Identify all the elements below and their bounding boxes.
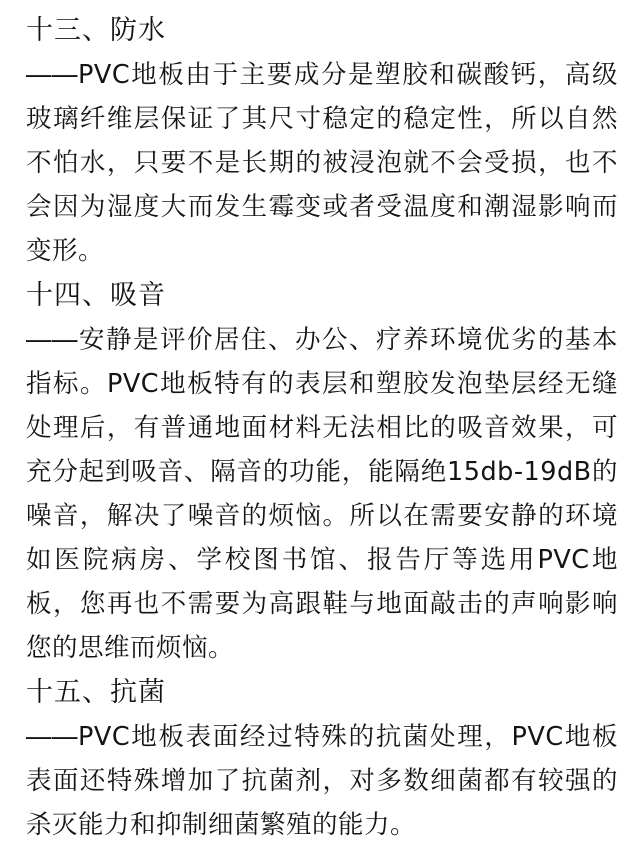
- section-block-sound-absorption: [26, 273, 618, 670]
- section-heading-sound-absorption: 十四、吸音: [26, 280, 166, 311]
- section-paragraph-sound-absorption: ――安静是评价居住、办公、疗养环境优劣的基本指标。PVC地板特有的表层和塑胶发泡垫层经无缝处理后，有普通地面材料无法相比的吸音效果，可充分起到吸音、隔音的功能，能隔绝15db-19dB的噪音，解决了噪音的烦恼。所以在需要安静的环境如医院病房、学校图书馆、报告厅等选用PVC地板，您再也不需要为高跟鞋与地面敲击的声响影响您的思维而烦恼。: [26, 325, 618, 663]
- section-block-antibacterial: [26, 670, 618, 847]
- section-heading-antibacterial: 十五、抗菌: [26, 677, 166, 708]
- document-body: [26, 8, 618, 847]
- section-paragraph-antibacterial: ――PVC地板表面经过特殊的抗菌处理，PVC地板表面还特殊增加了抗菌剂，对多数细菌都有较强的杀灭能力和抑制细菌繁殖的能力。: [26, 722, 618, 840]
- section-block-waterproof: [26, 8, 618, 273]
- section-heading-waterproof: 十三、防水: [26, 15, 166, 46]
- section-paragraph-waterproof: ――PVC地板由于主要成分是塑胶和碳酸钙，高级玻璃纤维层保证了其尺寸稳定的稳定性，所以自然不怕水，只要不是长期的被浸泡就不会受损，也不会因为湿度大而发生霉变或者受温度和潮湿影响而变形。: [26, 60, 618, 266]
